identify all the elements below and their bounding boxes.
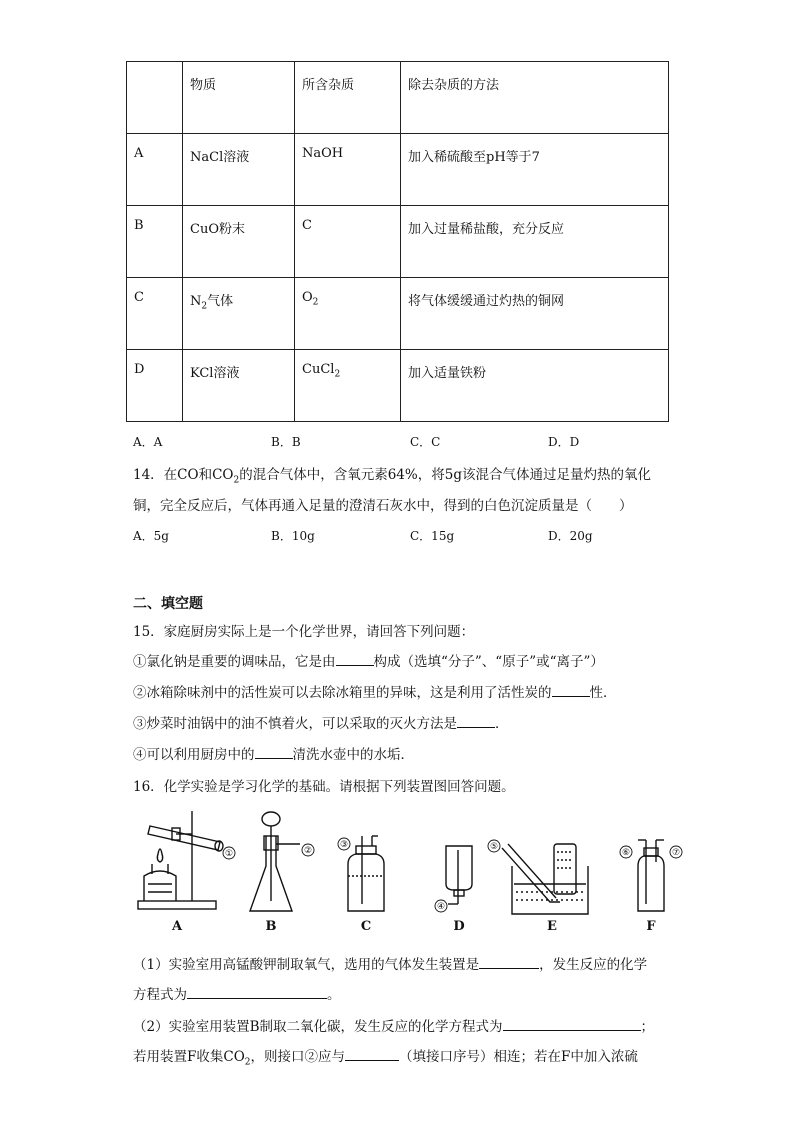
answer-blank[interactable] [479, 956, 539, 969]
apparatus-label-a: A [171, 919, 183, 934]
apparatus-a [138, 811, 223, 909]
q15-part4: ④可以利用厨房中的 清洗水壶中的水垢． [133, 747, 414, 763]
q16-stem: 16．化学实验是学习化学的基础。请根据下列装置图回答问题。 [133, 779, 515, 795]
q13-option-d[interactable]: D．D [548, 435, 580, 449]
answer-blank[interactable] [457, 715, 495, 728]
apparatus-b [250, 812, 300, 911]
table-header-cell: 除去杂质的方法 [401, 62, 669, 134]
substance-cell: $N_2$气体 [190, 294, 234, 312]
table-row [127, 278, 669, 350]
q16-sub1-line1: （1）实验室用高锰酸钾制取氧气，选用的气体发生装置是 ，发生反应的化学 [133, 957, 648, 973]
q16-sub2-line2: 若用装置F收集$CO_2$，则接口②应与 （填接口序号）相连；若在F中加入浓硫 [133, 1049, 638, 1068]
port-label: ③ [339, 840, 349, 850]
port-label: ⑤ [489, 842, 499, 852]
q14-stem-line1: 14．在CO和$CO_2$的混合气体中，含氧元素64%，将5g该混合气体通过足量灼热的氧化 [133, 467, 651, 486]
q15-part3: ③炒菜时油锅中的油不慎着火，可以采取的灭火方法是 ． [133, 716, 509, 732]
method-cell: 加入适量铁粉 [408, 366, 487, 381]
impurity-cell: CuCl$_2$ [302, 362, 341, 380]
q13-option-c[interactable]: C．C [410, 435, 441, 449]
impurity-cell: $O_2$ [302, 290, 319, 308]
answer-blank[interactable] [552, 684, 590, 697]
port-label: ④ [436, 902, 446, 912]
q13-option-a[interactable]: A．A [133, 435, 163, 449]
answer-blank[interactable] [345, 1048, 399, 1061]
port-label: ⑦ [671, 848, 681, 858]
apparatus-label-c: C [360, 919, 372, 934]
impurity-cell: C [302, 218, 312, 233]
apparatus-label-b: B [265, 919, 277, 934]
apparatus-label-d: D [453, 919, 465, 934]
impurity-cell: NaOH [302, 146, 344, 161]
q14-option-b[interactable]: B．10g [271, 529, 315, 543]
answer-blank[interactable] [336, 653, 374, 666]
q15-stem: 15．家庭厨房实际上是一个化学世界，请回答下列问题： [133, 624, 475, 640]
apparatus-label-e: E [547, 919, 557, 934]
q14-stem-line2: 铜，完全反应后，气体再通入足量的澄清石灰水中，得到的白色沉淀质量是（ ） [133, 498, 633, 514]
q14-option-c[interactable]: C．15g [410, 529, 455, 543]
substance-cell: NaCl溶液 [190, 150, 250, 165]
apparatus-d [446, 846, 472, 904]
impurity-table [126, 61, 669, 422]
row-label: B [134, 218, 144, 233]
port-label: ① [224, 849, 234, 859]
row-label: C [134, 290, 144, 305]
q14-option-d[interactable]: D．20g [548, 529, 593, 543]
table-header-cell [127, 62, 183, 134]
q16-sub2-line1: （2）实验室用装置B制取二氧化碳，发生反应的化学方程式为 ； [133, 1019, 655, 1035]
q15-part2: ②冰箱除味剂中的活性炭可以去除冰箱里的异味，这是利用了活性炭的 性． [133, 685, 617, 701]
apparatus-label-f: F [646, 919, 656, 934]
method-cell: 加入过量稀盐酸，充分反应 [408, 222, 565, 237]
section-title: 二、填空题 [133, 596, 203, 612]
row-label: A [134, 146, 144, 161]
port-label: ② [303, 846, 313, 856]
q15-part1: ①氯化钠是重要的调味品，它是由 构成（选填“分子”、“原子”或“离子”） [133, 654, 604, 670]
row-label: D [134, 362, 145, 377]
q16-sub1-line2: 方程式为 。 [133, 987, 341, 1003]
method-cell: 加入稀硫酸至pH等于7 [408, 150, 540, 165]
table-row [127, 134, 669, 206]
apparatus-e [502, 844, 588, 914]
table-row [127, 350, 669, 422]
answer-blank[interactable] [255, 746, 293, 759]
table-header-row [127, 62, 669, 134]
apparatus-c [348, 836, 384, 911]
apparatus-f [638, 840, 664, 911]
table-row [127, 206, 669, 278]
table-header-cell: 所含杂质 [295, 62, 401, 134]
table-header-cell: 物质 [183, 62, 295, 134]
answer-blank[interactable] [187, 986, 327, 999]
port-label: ⑥ [621, 848, 631, 858]
q14-option-a[interactable]: A．5g [133, 529, 169, 543]
method-cell: 将气体缓缓通过灼热的铜网 [408, 294, 565, 309]
q13-option-b[interactable]: B．B [271, 435, 301, 449]
answer-blank[interactable] [503, 1018, 641, 1031]
lab-apparatus-diagram [130, 806, 690, 936]
substance-cell: CuO粉末 [190, 222, 245, 237]
substance-cell: KCl溶液 [190, 366, 240, 381]
